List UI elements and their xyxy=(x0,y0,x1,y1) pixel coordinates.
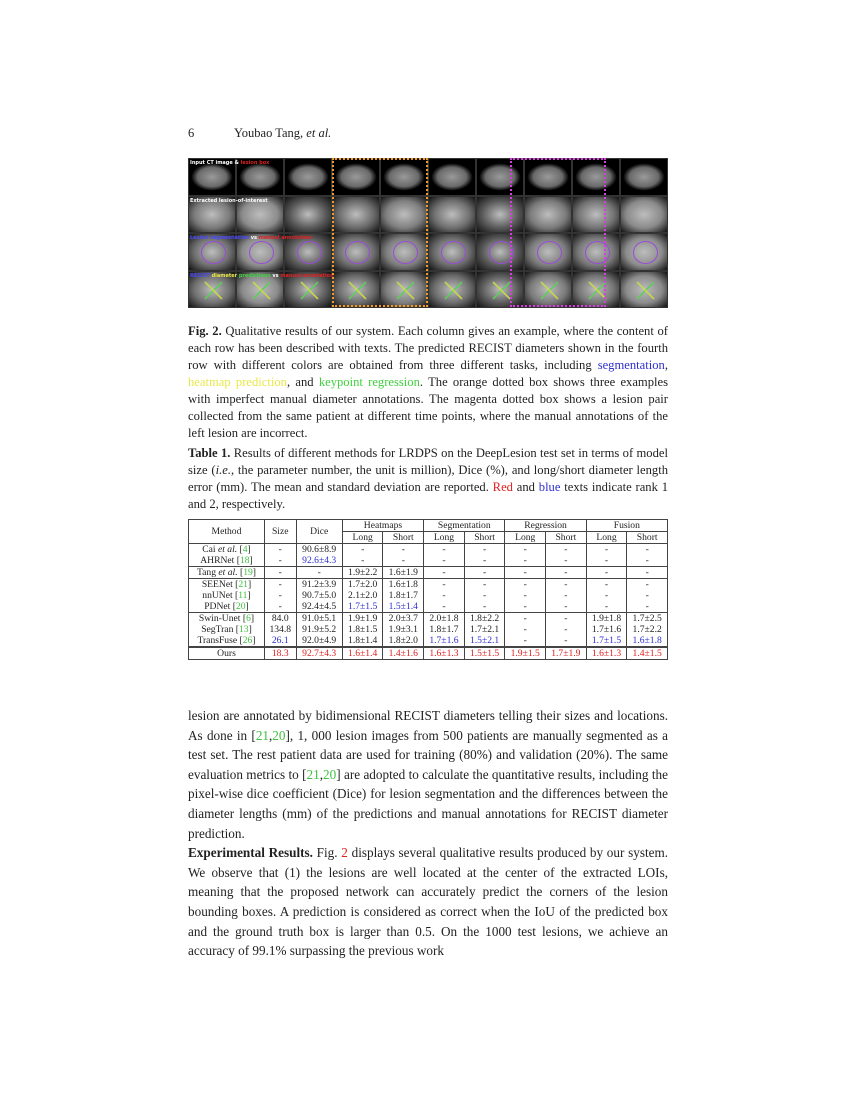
recist-diameter-marks xyxy=(441,279,466,302)
cell-size: - xyxy=(264,601,296,613)
cell-sl: - xyxy=(424,544,465,556)
cell-rs: - xyxy=(546,544,587,556)
table-body xyxy=(189,544,668,660)
citation-link[interactable]: 6 xyxy=(246,613,251,624)
caption-text: Results of different methods for LRDPS on the DeepLesion test set in terms of model size ( xyxy=(188,446,668,477)
col-heatmaps: Heatmaps xyxy=(342,520,423,532)
cell-ss: - xyxy=(464,555,505,567)
figure-link[interactable]: 2 xyxy=(341,845,348,861)
cell-hs: 1.4±1.6 xyxy=(383,647,424,660)
cell-ss: - xyxy=(464,544,505,556)
citation-link[interactable]: 11 xyxy=(238,590,248,601)
recist-diameter-marks xyxy=(633,279,658,302)
col-regression: Regression xyxy=(505,520,586,532)
method-etal: et al. xyxy=(216,567,238,578)
cell-sl: 2.0±1.8 xyxy=(424,613,465,625)
cell-sl: - xyxy=(424,590,465,601)
cell-sl: - xyxy=(424,555,465,567)
cell-rl: 1.9±1.5 xyxy=(505,647,546,660)
cell-hs: - xyxy=(383,544,424,556)
citation-link[interactable]: 13 xyxy=(238,624,249,635)
label-part: lesion box xyxy=(240,160,270,166)
method-name: AHRNet xyxy=(200,555,235,566)
cell-fl: - xyxy=(586,590,627,601)
cell-sl: - xyxy=(424,601,465,613)
ct-image xyxy=(620,158,668,196)
cell-hl: 1.9±1.9 xyxy=(342,613,383,625)
caption-text: and xyxy=(512,480,539,494)
method-name: SegTran xyxy=(201,624,234,635)
segmentation-contour xyxy=(633,241,658,264)
label-part: Extracted lesion-of-interest xyxy=(190,197,268,204)
figure-column xyxy=(188,158,236,308)
citation-link[interactable]: 26 xyxy=(242,635,253,646)
text: displays several qualitative results produced by our system. We observe that (1) the lesions are well located at the center of the extracted LOIs, meaning that the proposed network can accurately predict the corners of the lesion bounding boxes. A prediction is considered as correct when the IoU of the predicted box and the ground truth box is larger than 0.5. On the 1000 test lesions, we achieve an accuracy of 99.1% surpassing the previous work xyxy=(188,845,669,959)
text: , xyxy=(269,727,273,743)
figure-row-label xyxy=(190,235,312,241)
cell-rs: - xyxy=(546,579,587,591)
cell-method: PDNet [20] xyxy=(189,601,265,613)
cell-size: - xyxy=(264,555,296,567)
cell-sl: 1.7±1.6 xyxy=(424,635,465,647)
magenta-dotted-box xyxy=(510,158,606,307)
table-row xyxy=(189,613,668,625)
col-short: Short xyxy=(464,532,505,544)
citation-link[interactable]: 20 xyxy=(272,727,286,743)
table-row xyxy=(189,601,668,613)
cell-ss: 1.5±1.5 xyxy=(464,647,505,660)
cell-sl: 1.8±1.7 xyxy=(424,624,465,635)
cell-fl: - xyxy=(586,555,627,567)
cell-hl: 1.8±1.5 xyxy=(342,624,383,635)
paragraph-dataset xyxy=(188,706,668,843)
cell-method: AHRNet [18] xyxy=(189,555,265,567)
label-part: manual annotation xyxy=(258,235,313,241)
citation-link[interactable]: 19 xyxy=(243,567,253,578)
caption-text: , xyxy=(664,358,668,372)
cell-dice: 91.9±5.2 xyxy=(296,624,342,635)
label-part: vs xyxy=(270,272,281,279)
cell-size: 26.1 xyxy=(264,635,296,647)
cell-ss: 1.7±2.1 xyxy=(464,624,505,635)
ct-image xyxy=(428,271,476,309)
cell-hs: 1.5±1.4 xyxy=(383,601,424,613)
method-name: TransFuse xyxy=(197,635,238,646)
cell-fl: - xyxy=(586,567,627,579)
cell-fs: 1.7±2.5 xyxy=(627,613,668,625)
label-part: RECIST xyxy=(190,272,212,279)
col-method: Method xyxy=(189,520,265,544)
figure-column xyxy=(428,158,476,308)
method-name: Cai xyxy=(202,544,216,555)
cell-method: Swin-Unet [6] xyxy=(189,613,265,625)
cell-dice: 91.2±3.9 xyxy=(296,579,342,591)
table-row xyxy=(189,567,668,579)
cell-hs: 1.8±1.7 xyxy=(383,590,424,601)
method-name: PDNet xyxy=(204,601,231,612)
cell-size: - xyxy=(264,544,296,556)
figure-column xyxy=(236,158,284,308)
cell-fl: 1.9±1.8 xyxy=(586,613,627,625)
citation-link[interactable]: 21 xyxy=(306,766,320,782)
caption-blue: blue xyxy=(538,480,561,494)
method-etal: et al. xyxy=(215,544,238,555)
paragraph-experimental-results xyxy=(188,843,668,961)
recist-diameter-marks xyxy=(297,279,322,302)
orange-dotted-box xyxy=(332,158,428,307)
figure-row-label xyxy=(190,273,334,279)
text: , xyxy=(319,766,324,782)
ct-image xyxy=(620,233,668,271)
cell-rl: - xyxy=(505,613,546,625)
figure-label: Fig. 2. xyxy=(188,324,222,338)
cell-fs: 1.6±1.8 xyxy=(627,635,668,647)
cell-ss: 1.8±2.2 xyxy=(464,613,505,625)
section-heading: Experimental Results. xyxy=(188,845,313,861)
segmentation-contour xyxy=(441,241,466,264)
table-row xyxy=(189,555,668,567)
segmentation-contour xyxy=(249,241,274,264)
cell-rs: - xyxy=(546,624,587,635)
cell-ss: - xyxy=(464,590,505,601)
method-name: Tang xyxy=(196,567,217,578)
citation-link[interactable]: 20 xyxy=(235,601,246,612)
recist-diameter-marks xyxy=(249,279,274,302)
recist-diameter-marks xyxy=(201,279,226,302)
figure-row-label xyxy=(190,198,268,204)
caption-heatmap: heatmap prediction xyxy=(188,375,287,389)
table-label: Table 1. xyxy=(188,446,231,460)
cell-size: - xyxy=(264,579,296,591)
cell-rs: 1.7±1.9 xyxy=(546,647,587,660)
cell-size: 18.3 xyxy=(264,647,296,660)
col-segmentation: Segmentation xyxy=(424,520,505,532)
cell-method xyxy=(189,647,265,660)
cell-hl: 1.8±1.4 xyxy=(342,635,383,647)
ct-image xyxy=(620,196,668,234)
method-name: Swin-Unet xyxy=(198,613,241,624)
caption-text: . The orange dotted box shows three examples with imperfect manual diameter annotations. The magenta dotted box shows a lesion pair collected from the same patient at different time points, where the manual annotations of the left lesion are incorrect. xyxy=(188,375,669,440)
cell-fs: - xyxy=(627,579,668,591)
cell-rl: - xyxy=(505,601,546,613)
cell-size: - xyxy=(264,590,296,601)
label-part: Input CT image & xyxy=(190,160,241,166)
col-short: Short xyxy=(546,532,587,544)
cell-dice: 92.7±4.3 xyxy=(296,647,342,660)
cell-rs: - xyxy=(546,555,587,567)
label-part: diameter xyxy=(211,272,239,279)
results-table xyxy=(188,519,668,660)
cell-method: Cai et al. [4] xyxy=(189,544,265,556)
cell-ss: - xyxy=(464,579,505,591)
cell-fs: - xyxy=(627,590,668,601)
citation-link[interactable]: 4 xyxy=(242,544,248,555)
cell-fs: 1.4±1.5 xyxy=(627,647,668,660)
cell-hl: 2.1±2.0 xyxy=(342,590,383,601)
table-row xyxy=(189,590,668,601)
cell-sl: - xyxy=(424,579,465,591)
author-name: Youbao Tang, xyxy=(234,126,304,140)
cell-rl: - xyxy=(505,635,546,647)
caption-text: , the parameter number, the unit is million), Dice (%), and long/short diameter length error (mm). The mean and standard deviation are reported. xyxy=(188,463,668,494)
cell-size: - xyxy=(264,567,296,579)
caption-segmentation: segmentation xyxy=(597,358,665,372)
cell-rs: - xyxy=(546,567,587,579)
table-row xyxy=(189,624,668,635)
cell-rl: - xyxy=(505,555,546,567)
cell-method: nnUNet [11] xyxy=(189,590,265,601)
cell-hs: 1.9±3.1 xyxy=(383,624,424,635)
table-row xyxy=(189,647,668,660)
caption-text: , and xyxy=(286,375,319,389)
cell-ss: - xyxy=(464,567,505,579)
cell-hs: 1.8±2.0 xyxy=(383,635,424,647)
citation-link[interactable]: 21 xyxy=(255,727,269,743)
page-number: 6 xyxy=(188,126,195,140)
cell-fs: - xyxy=(627,567,668,579)
col-long: Long xyxy=(586,532,627,544)
cell-fl: - xyxy=(586,601,627,613)
body-text xyxy=(188,706,668,961)
cell-size: 134.8 xyxy=(264,624,296,635)
text: lesion are annotated by bidimensional RECIST diameters telling their sizes and locations. As done in [ xyxy=(188,708,668,743)
cell-hl: 1.7±1.5 xyxy=(342,601,383,613)
cell-rl: - xyxy=(505,590,546,601)
label-part: vs xyxy=(248,235,259,241)
table-row xyxy=(189,635,668,647)
cell-size: 84.0 xyxy=(264,613,296,625)
label-part: Lesion segmentation xyxy=(190,235,249,241)
col-dice: Dice xyxy=(296,520,342,544)
cell-dice: 91.0±5.1 xyxy=(296,613,342,625)
method-name: nnUNet xyxy=(202,590,233,601)
method-name: Ours xyxy=(217,648,236,659)
label-part: manual annotation xyxy=(280,272,334,279)
table-caption xyxy=(188,445,668,513)
caption-keypoint: keypoint regression xyxy=(318,375,420,389)
cell-fs: - xyxy=(627,555,668,567)
cell-dice: 92.4±4.5 xyxy=(296,601,342,613)
cell-sl: - xyxy=(424,567,465,579)
cell-rs: - xyxy=(546,601,587,613)
caption-red: Red xyxy=(492,480,513,494)
cell-rs: - xyxy=(546,590,587,601)
cell-method: Tang et al. [19] xyxy=(189,567,265,579)
ct-image xyxy=(284,196,332,234)
cell-hl: 1.9±2.2 xyxy=(342,567,383,579)
cell-method: SEENet [21] xyxy=(189,579,265,591)
running-author xyxy=(234,126,331,141)
col-long: Long xyxy=(342,532,383,544)
ct-image xyxy=(428,196,476,234)
method-name: SEENet xyxy=(201,579,233,590)
cell-ss: 1.5±2.1 xyxy=(464,635,505,647)
cell-fl: - xyxy=(586,579,627,591)
cell-dice: 92.6±4.3 xyxy=(296,555,342,567)
cell-dice: 92.0±4.9 xyxy=(296,635,342,647)
cell-dice: 90.7±5.0 xyxy=(296,590,342,601)
cell-fl: 1.6±1.3 xyxy=(586,647,627,660)
col-short: Short xyxy=(383,532,424,544)
text: Fig. xyxy=(312,845,342,861)
cell-hs: - xyxy=(383,555,424,567)
ct-image xyxy=(428,158,476,196)
ct-image xyxy=(284,158,332,196)
citation-link[interactable]: 20 xyxy=(323,766,337,782)
ct-image xyxy=(620,271,668,309)
table-row xyxy=(189,544,668,556)
cell-rl: - xyxy=(505,624,546,635)
label-part: predictions xyxy=(238,272,271,279)
caption-text: Qualitative results of our system. Each column gives an example, where the content of each row has been described with texts. The predicted RECIST diameters shown in the fourth row with different colors are obtained from three different tasks, including xyxy=(188,324,668,372)
cell-dice: - xyxy=(296,567,342,579)
figure-column xyxy=(284,158,332,308)
cell-rl: - xyxy=(505,544,546,556)
cell-rs: - xyxy=(546,635,587,647)
figure-row-label xyxy=(190,160,269,166)
cell-sl: 1.6±1.3 xyxy=(424,647,465,660)
table-row xyxy=(189,579,668,591)
segmentation-contour xyxy=(297,241,322,264)
segmentation-contour xyxy=(201,241,226,264)
cell-hl: - xyxy=(342,555,383,567)
cell-hl: 1.6±1.4 xyxy=(342,647,383,660)
cell-hs: 1.6±1.8 xyxy=(383,579,424,591)
col-long: Long xyxy=(424,532,465,544)
cell-hl: - xyxy=(342,544,383,556)
text: ] are adopted to calculate the quantitative results, including the pixel-wise dice coefficient (Dice) for lesion segmentation and the differences between the diameter lengths (mm) of the predictions and manual annotations for RECIST diameter prediction. xyxy=(188,766,668,841)
cell-rs: - xyxy=(546,613,587,625)
col-fusion: Fusion xyxy=(586,520,667,532)
cell-dice: 90.6±8.9 xyxy=(296,544,342,556)
col-size: Size xyxy=(264,520,296,544)
cell-rl: - xyxy=(505,579,546,591)
cell-hs: 1.6±1.9 xyxy=(383,567,424,579)
cell-fl: - xyxy=(586,544,627,556)
cell-fs: - xyxy=(627,544,668,556)
col-long: Long xyxy=(505,532,546,544)
cell-fs: - xyxy=(627,601,668,613)
citation-link[interactable]: 21 xyxy=(238,579,248,590)
figure-column xyxy=(620,158,668,308)
figure-caption xyxy=(188,323,668,442)
cell-fs: 1.7±2.2 xyxy=(627,624,668,635)
cell-fl: 1.7±1.5 xyxy=(586,635,627,647)
cell-ss: - xyxy=(464,601,505,613)
cell-fl: 1.7±1.6 xyxy=(586,624,627,635)
cell-rl: - xyxy=(505,567,546,579)
cell-method: TransFuse [26] xyxy=(189,635,265,647)
citation-link[interactable]: 18 xyxy=(239,555,250,566)
figure-2-image-grid xyxy=(188,158,668,308)
caption-text: texts indicate rank 1 and 2, respectively. xyxy=(188,480,668,511)
cell-hl: 1.7±2.0 xyxy=(342,579,383,591)
author-etal: et al. xyxy=(306,126,332,140)
caption-ie: i.e. xyxy=(215,463,231,477)
text: ], 1, 000 lesion images from 500 patients are manually segmented as a test set. The rest patient data are used for training (80%) and validation (20%). The same evaluation metrics to [ xyxy=(188,727,668,782)
col-short: Short xyxy=(627,532,668,544)
cell-hs: 2.0±3.7 xyxy=(383,613,424,625)
ct-image xyxy=(428,233,476,271)
cell-method: SegTran [13] xyxy=(189,624,265,635)
